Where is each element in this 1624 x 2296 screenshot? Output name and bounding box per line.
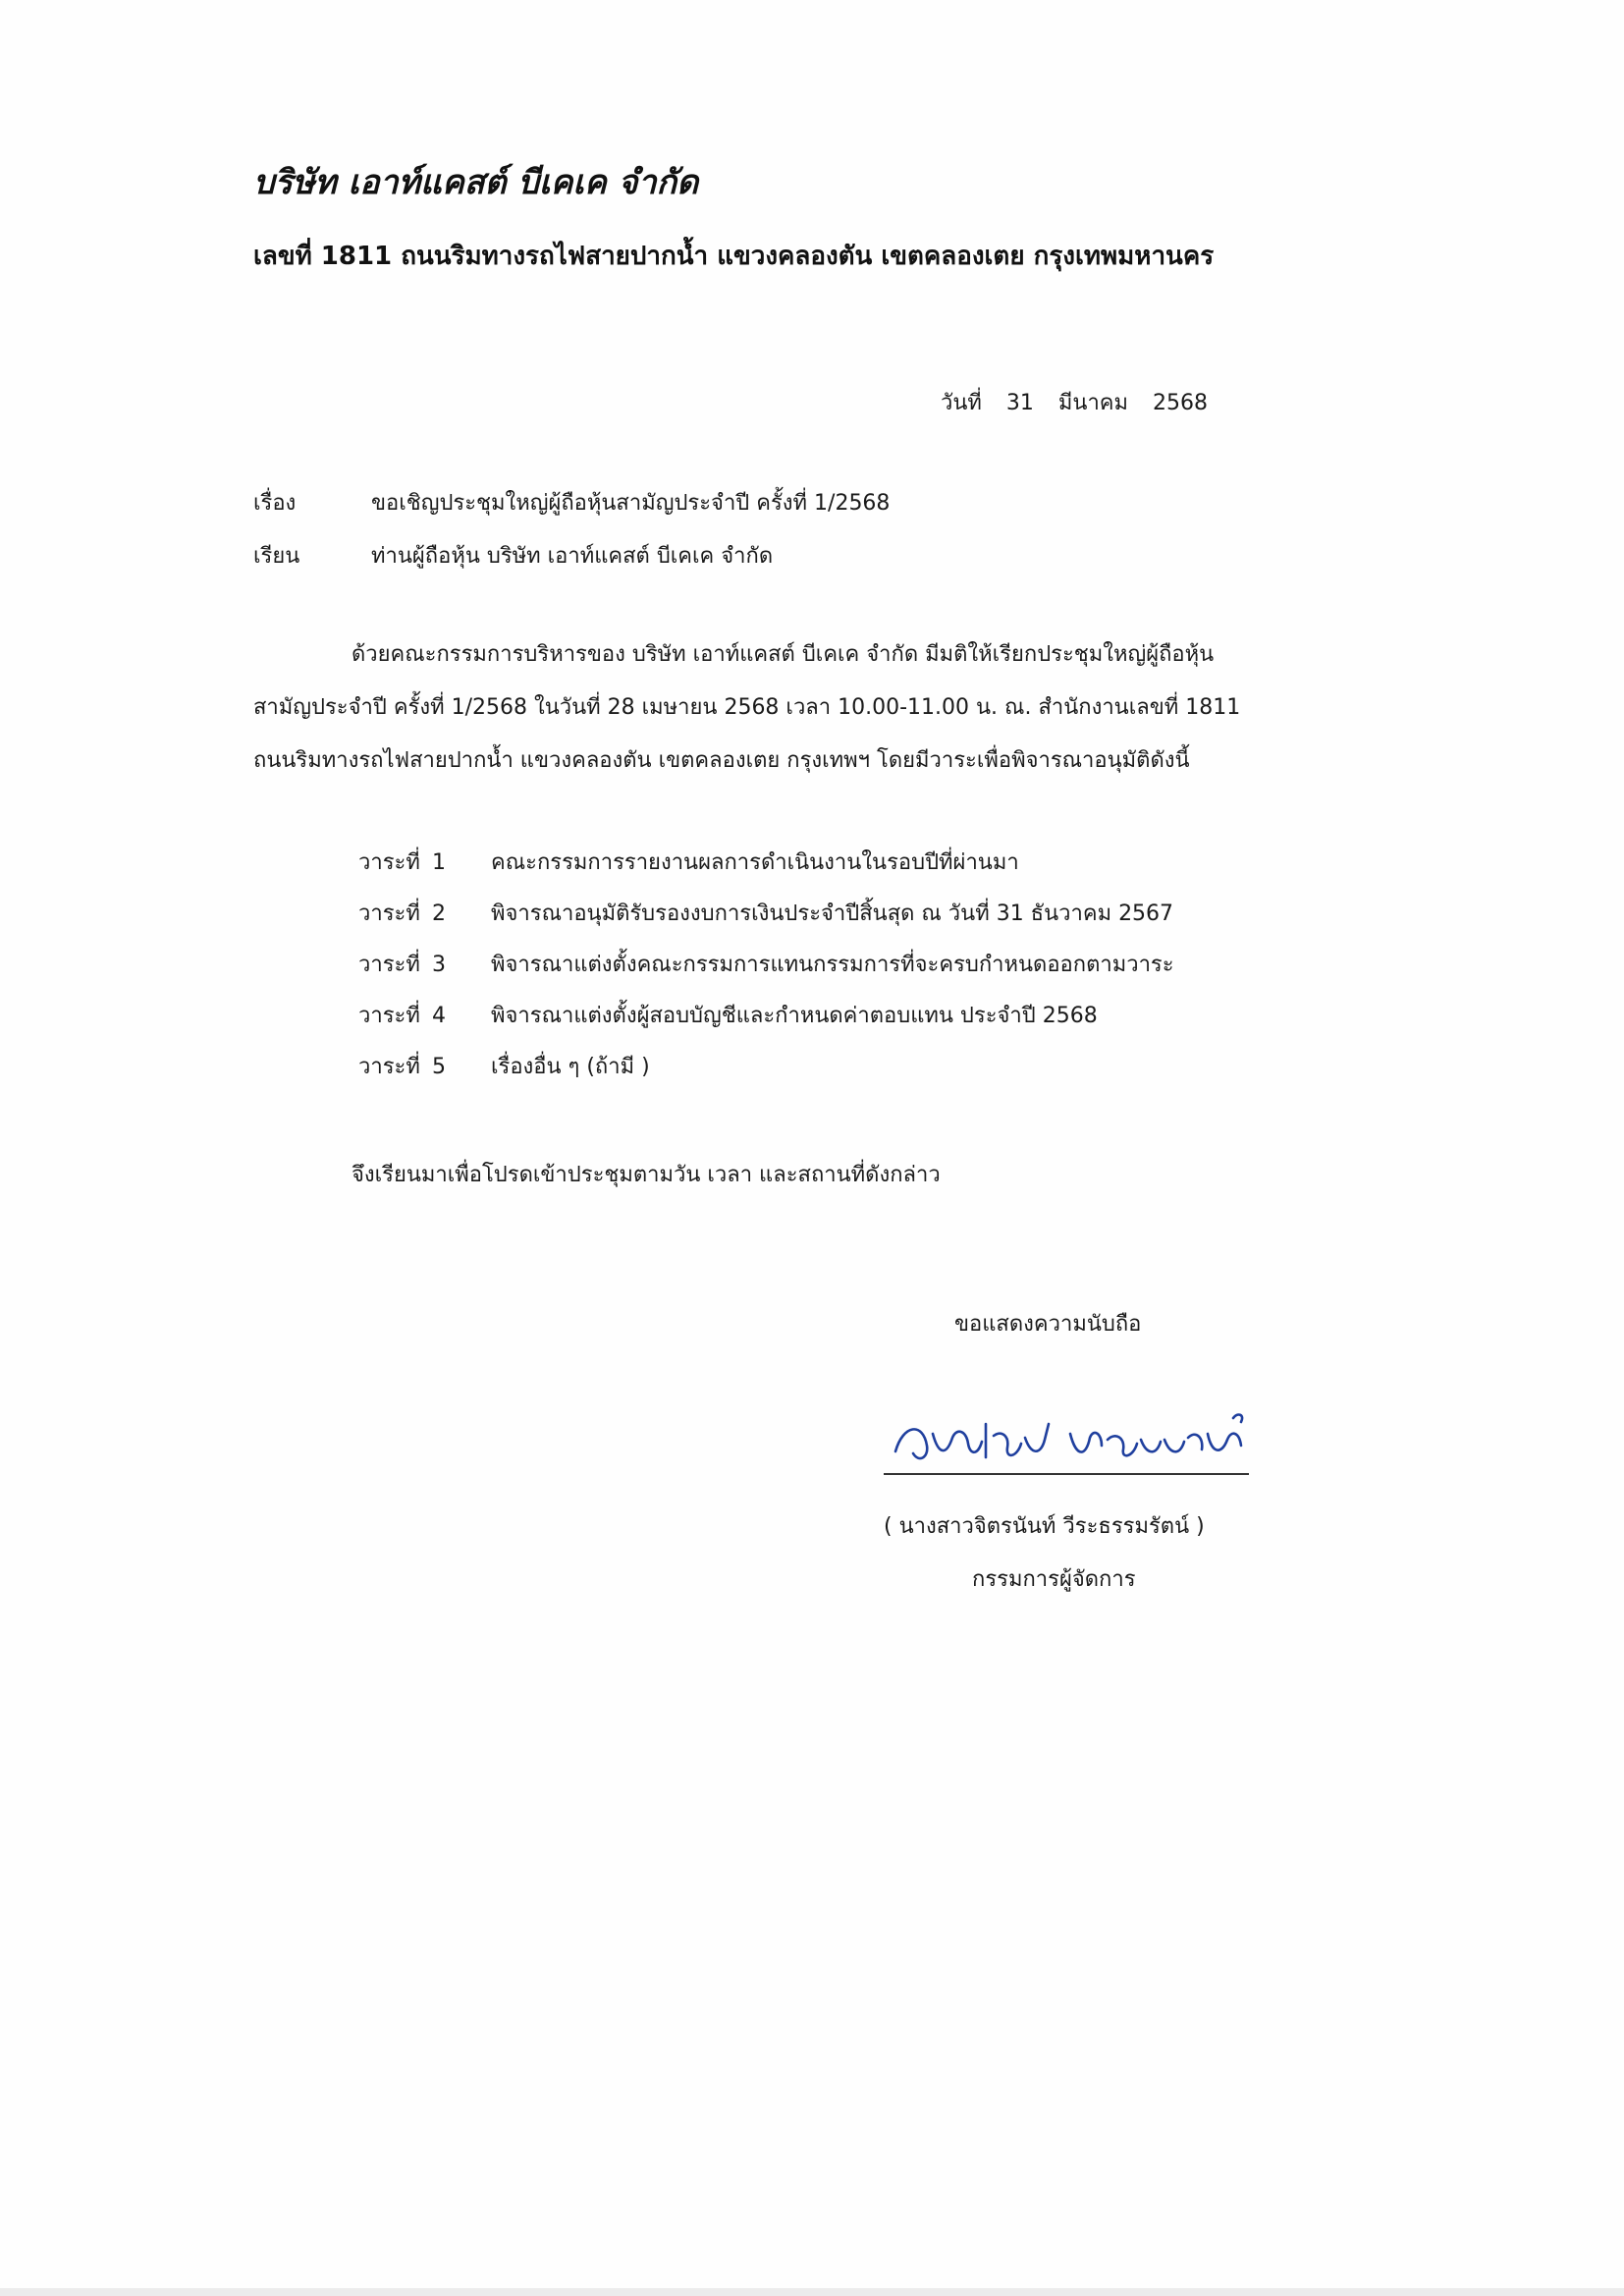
- date-label: วันที่: [941, 391, 982, 415]
- agenda-number: 4: [432, 1004, 446, 1028]
- agenda-text: เรื่องอื่น ๆ (ถ้ามี ): [491, 1055, 650, 1079]
- agenda-item: [358, 1049, 1174, 1100]
- scan-bottom-edge: [0, 2288, 1624, 2296]
- body-line-3: ถนนริมทางรถไฟสายปากน้ำ แขวงคลองตัน เขตคลองเตย กรุงเทพฯ โดยมีวาระเพื่อพิจารณาอนุมัติดังนี้: [253, 748, 1190, 773]
- closing-sentence: จึงเรียนมาเพื่อโปรดเข้าประชุมตามวัน เวลา และสถานที่ดังกล่าว: [352, 1163, 941, 1187]
- date-month: มีนาคม: [1057, 391, 1129, 415]
- agenda-label: วาระที่: [358, 1055, 420, 1079]
- body-line-1: ด้วยคณะกรรมการบริหารของ บริษัท เอาท์แคสต์ บีเคเค จำกัด มีมติให้เรียกประชุมใหญ่ผู้ถือหุ้น: [352, 642, 1215, 667]
- agenda-item: [358, 896, 1174, 947]
- signature-stroke: [895, 1424, 1049, 1458]
- agenda-item: [358, 947, 1174, 998]
- regards-text: ขอแสดงความนับถือ: [954, 1312, 1142, 1337]
- agenda-label: วาระที่: [358, 1004, 420, 1028]
- subject-row: [253, 485, 890, 519]
- company-address: เลขที่ 1811 ถนนริมทางรถไฟสายปากน้ำ แขวงคลองตัน เขตคลองเตย กรุงเทพมหานคร: [253, 242, 1215, 271]
- agenda-text: คณะกรรมการรายงานผลการดำเนินงานในรอบปีที่ผ่านมา: [491, 850, 1019, 875]
- body-line-2: สามัญประจำปี ครั้งที่ 1/2568 ในวันที่ 28 เมษายน 2568 เวลา 10.00-11.00 น. ณ. สำนักงานเลขที่ 1811: [253, 695, 1241, 720]
- date-day: 31: [1005, 391, 1034, 415]
- company-name: บริษัท เอาท์แคสต์ บีเคเค จำกัด: [253, 163, 699, 202]
- agenda-number: 5: [432, 1055, 446, 1079]
- subject-label: เรื่อง: [253, 491, 297, 516]
- agenda-text: พิจารณาแต่งตั้งคณะกรรมการแทนกรรมการที่จะครบกำหนดออกตามวาระ: [491, 953, 1174, 977]
- agenda-label: วาระที่: [358, 902, 420, 926]
- agenda-label: วาระที่: [358, 850, 420, 875]
- recipient-label: เรียน: [253, 544, 300, 569]
- date-year: 2568: [1153, 391, 1209, 415]
- signature-stroke: [1070, 1415, 1242, 1456]
- signer-name: ( นางสาวจิตรนันท์ วีระธรรมรัตน์ ): [884, 1514, 1205, 1539]
- signature-line: [884, 1473, 1249, 1475]
- agenda-item: [358, 998, 1174, 1049]
- agenda-text: พิจารณาแต่งตั้งผู้สอบบัญชีและกำหนดค่าตอบแทน ประจำปี 2568: [491, 1004, 1098, 1028]
- agenda-number: 3: [432, 953, 446, 977]
- recipient-row: [253, 538, 773, 573]
- agenda-label: วาระที่: [358, 953, 420, 977]
- agenda-list: [358, 845, 1174, 1100]
- agenda-text: พิจารณาอนุมัติรับรองงบการเงินประจำปีสิ้นสุด ณ วันที่ 31 ธันวาคม 2567: [491, 902, 1174, 926]
- subject-text: ขอเชิญประชุมใหญ่ผู้ถือหุ้นสามัญประจำปี ครั้งที่ 1/2568: [371, 491, 891, 516]
- recipient-text: ท่านผู้ถือหุ้น บริษัท เอาท์แคสต์ บีเคเค จำกัด: [371, 544, 774, 569]
- agenda-number: 1: [432, 850, 446, 875]
- signer-title: กรรมการผู้จัดการ: [972, 1567, 1136, 1592]
- agenda-number: 2: [432, 902, 446, 926]
- agenda-item: [358, 845, 1174, 896]
- letter-date: [941, 385, 1225, 419]
- handwritten-signature: [884, 1394, 1257, 1483]
